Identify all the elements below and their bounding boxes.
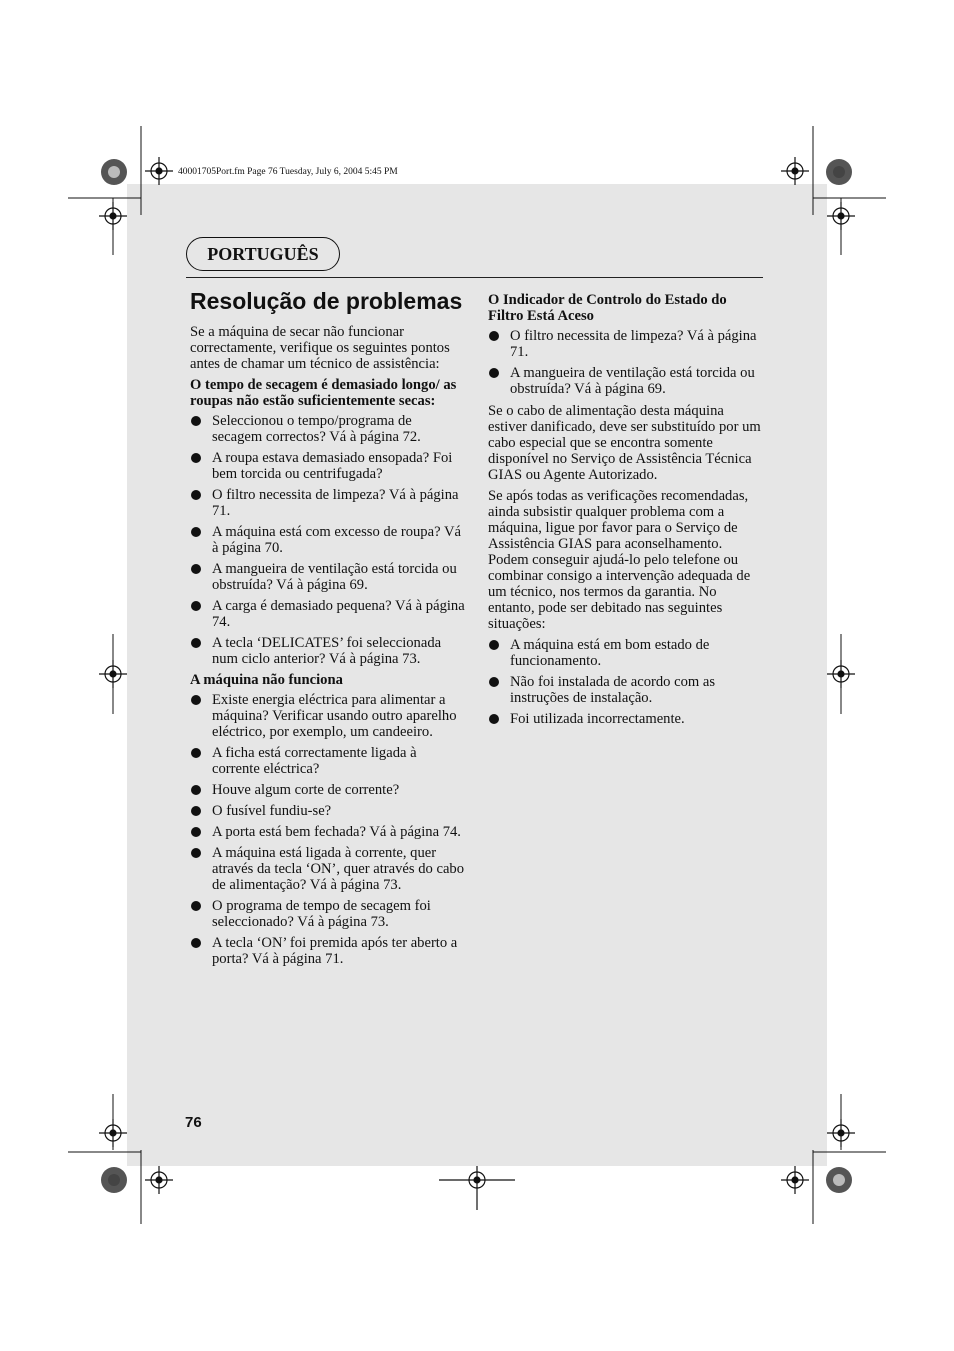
list-item: Foi utilizada incorrectamente. xyxy=(488,711,764,727)
bullet-icon xyxy=(191,748,201,758)
list-item: A tecla ‘ON’ foi premida após ter aberto a porta? Vá à página 71. xyxy=(190,935,465,967)
header-rule xyxy=(186,277,763,278)
service-paragraph: Se após todas as verificações recomendadas, ainda subsistir qualquer problema com a máquina, ligue por favor para o Serviço de Assistência GIAS para aconselhamento. Podem conseguir ajudá-lo pelo telefone ou combinar consigo a intervenção adequada de um técnico, nos termos da garantia. No entanto, pode ser debitado nas seguintes situações: xyxy=(488,488,751,632)
bullet-icon xyxy=(191,901,201,911)
list-item: A máquina está com excesso de roupa? Vá à página 70. xyxy=(190,524,465,556)
power-cable-paragraph: Se o cabo de alimentação desta máquina estiver danificado, deve ser substituído por um cabo especial que se encontra somente disponível no Serviço de Assistência Técnica GIAS ou Agente Autorizado. xyxy=(488,403,761,483)
bullet-icon xyxy=(489,640,499,650)
language-tab: PORTUGUÊS xyxy=(186,237,340,271)
list-item: Houve algum corte de corrente? xyxy=(190,782,465,798)
charge-situations-list xyxy=(488,637,764,727)
page-title: Resolução de problemas xyxy=(190,288,463,314)
section-heading-drying-time: O tempo de secagem é demasiado longo/ as roupas não estão suficientemente secas: xyxy=(190,377,457,409)
right-column xyxy=(488,292,764,732)
bullet-icon xyxy=(191,695,201,705)
list-item: O programa de tempo de secagem foi seleccionado? Vá à página 73. xyxy=(190,898,465,930)
bullet-icon xyxy=(191,806,201,816)
list-item: O filtro necessita de limpeza? Vá à página 71. xyxy=(190,487,465,519)
bullet-icon xyxy=(191,527,201,537)
section-heading-not-working: A máquina não funciona xyxy=(190,672,343,688)
list-item: A máquina está ligada à corrente, quer através da tecla ‘ON’, quer através do cabo de alimentação? Vá à página 73. xyxy=(190,845,465,893)
bullet-icon xyxy=(489,331,499,341)
page-number: 76 xyxy=(185,1114,202,1131)
section-heading-filter-indicator: O Indicador de Controlo do Estado do Filtro Está Aceso xyxy=(488,292,727,324)
list-item: A mangueira de ventilação está torcida ou obstruída? Vá à página 69. xyxy=(488,365,764,397)
bullet-icon xyxy=(191,827,201,837)
list-item: A tecla ‘DELICATES’ foi seleccionada num ciclo anterior? Vá à página 73. xyxy=(190,635,465,667)
bullet-icon xyxy=(191,453,201,463)
bullet-icon xyxy=(191,938,201,948)
list-item: A mangueira de ventilação está torcida ou obstruída? Vá à página 69. xyxy=(190,561,465,593)
file-slug: 40001705Port.fm Page 76 Tuesday, July 6, 2004 5:45 PM xyxy=(178,167,398,177)
list-item: A carga é demasiado pequena? Vá à página 74. xyxy=(190,598,465,630)
list-item: Não foi instalada de acordo com as instruções de instalação. xyxy=(488,674,764,706)
list-item: A roupa estava demasiado ensopada? Foi bem torcida ou centrifugada? xyxy=(190,450,465,482)
bullet-icon xyxy=(489,677,499,687)
bullet-icon xyxy=(489,714,499,724)
bullet-icon xyxy=(191,490,201,500)
bullet-icon xyxy=(191,785,201,795)
bullet-icon xyxy=(489,368,499,378)
bullet-icon xyxy=(191,416,201,426)
list-item: A ficha está correctamente ligada à corrente eléctrica? xyxy=(190,745,465,777)
drying-time-checklist xyxy=(190,413,465,667)
list-item: O filtro necessita de limpeza? Vá à página 71. xyxy=(488,328,764,360)
list-item: A porta está bem fechada? Vá à página 74. xyxy=(190,824,465,840)
left-column xyxy=(190,324,465,972)
not-working-checklist xyxy=(190,692,465,967)
list-item: O fusível fundiu-se? xyxy=(190,803,465,819)
bullet-icon xyxy=(191,638,201,648)
bullet-icon xyxy=(191,848,201,858)
list-item: A máquina está em bom estado de funcionamento. xyxy=(488,637,764,669)
intro-paragraph: Se a máquina de secar não funcionar correctamente, verifique os seguintes pontos antes de chamar um técnico de assistência: xyxy=(190,324,450,372)
list-item: Seleccionou o tempo/programa de secagem correctos? Vá à página 72. xyxy=(190,413,465,445)
list-item: Existe energia eléctrica para alimentar a máquina? Verificar usando outro aparelho eléctrico, por exemplo, um candeeiro. xyxy=(190,692,465,740)
bullet-icon xyxy=(191,564,201,574)
bullet-icon xyxy=(191,601,201,611)
filter-indicator-checklist xyxy=(488,328,764,397)
